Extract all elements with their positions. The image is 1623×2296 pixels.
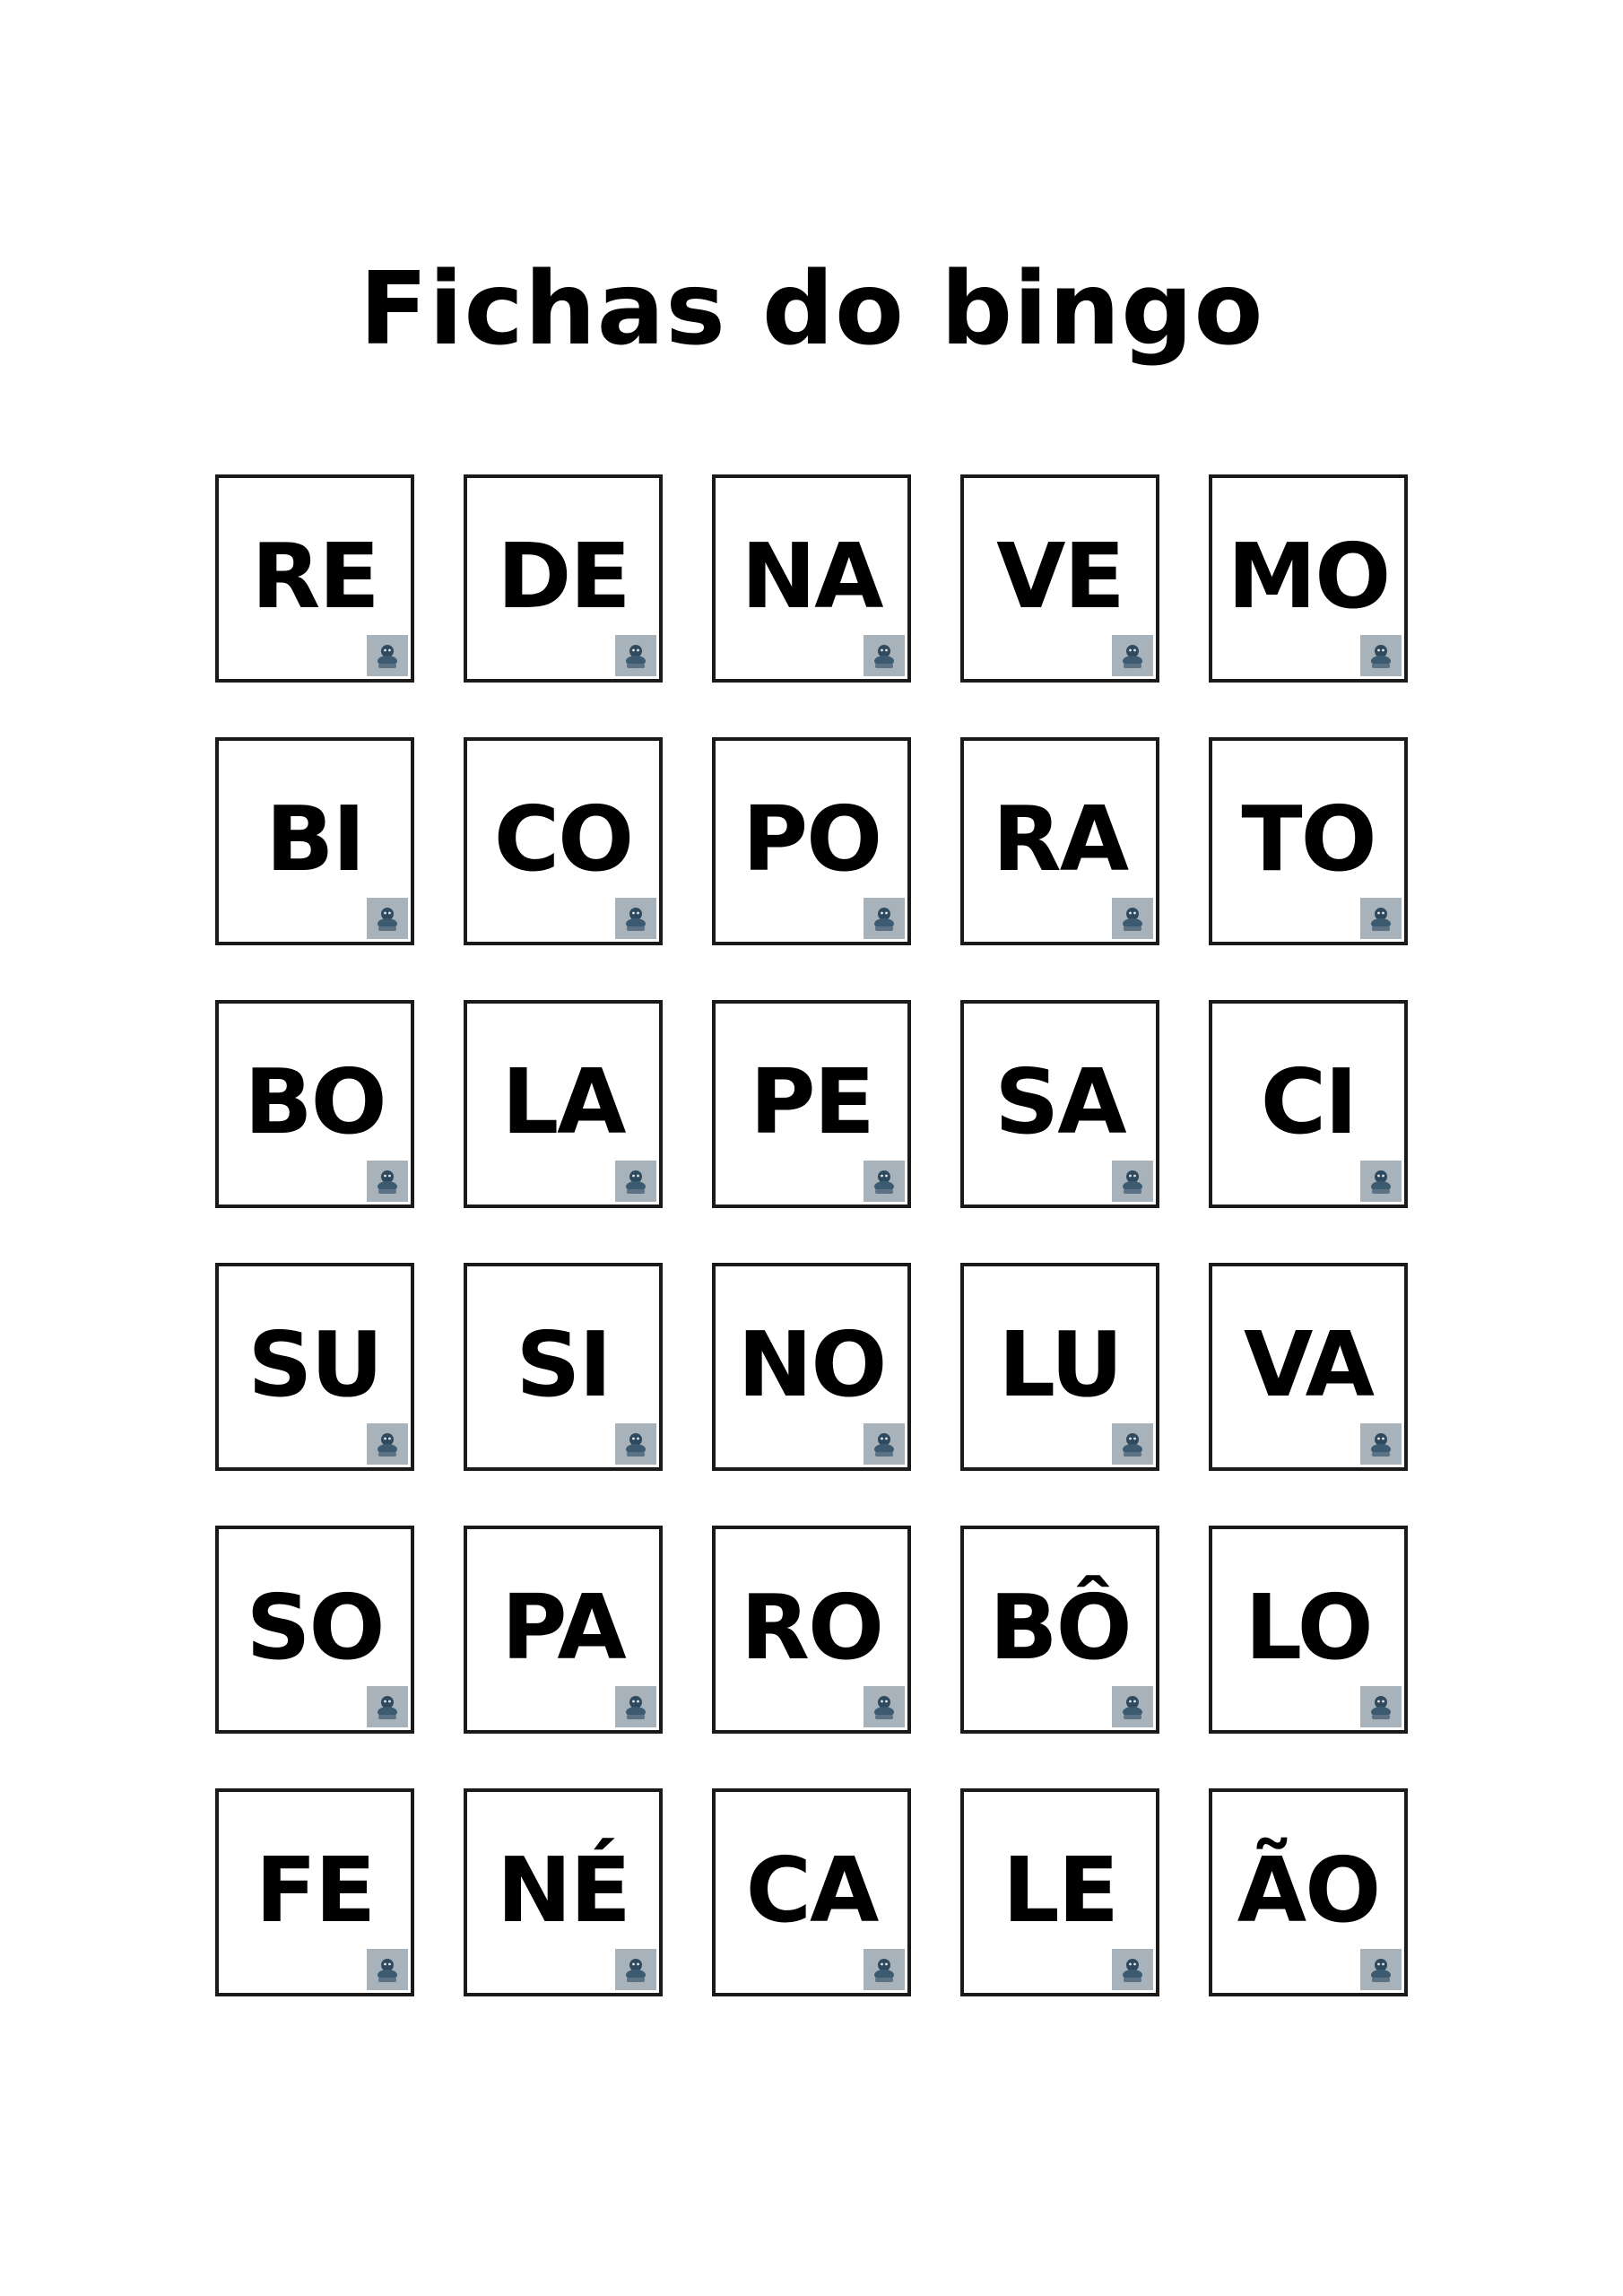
card-syllable: LE xyxy=(1002,1838,1118,1943)
logo-stamp-icon xyxy=(1112,635,1153,676)
card-syllable: NÉ xyxy=(496,1838,629,1943)
card-syllable: BO xyxy=(244,1049,386,1154)
card-syllable: CI xyxy=(1260,1049,1357,1154)
logo-stamp-icon xyxy=(1112,1949,1153,1990)
card-syllable: TO xyxy=(1241,787,1376,891)
card-syllable: LA xyxy=(501,1049,625,1154)
bingo-card-16 xyxy=(215,1263,414,1471)
bingo-card-8 xyxy=(712,737,911,945)
bingo-card-7 xyxy=(464,737,663,945)
logo-stamp-icon xyxy=(615,1686,656,1727)
card-syllable: BÔ xyxy=(989,1575,1131,1680)
logo-stamp-icon xyxy=(1360,1949,1402,1990)
card-syllable: PO xyxy=(742,787,881,891)
logo-stamp-icon xyxy=(615,635,656,676)
bingo-card-24 xyxy=(960,1526,1159,1734)
card-syllable: BI xyxy=(265,787,364,891)
card-syllable: ÃO xyxy=(1237,1838,1380,1943)
logo-stamp-icon xyxy=(1360,635,1402,676)
logo-stamp-icon xyxy=(615,1423,656,1465)
bingo-card-9 xyxy=(960,737,1159,945)
card-syllable: LU xyxy=(998,1312,1122,1417)
bingo-card-27 xyxy=(464,1788,663,1996)
logo-stamp-icon xyxy=(1112,1423,1153,1465)
logo-stamp-icon xyxy=(1360,1423,1402,1465)
bingo-card-13 xyxy=(712,1000,911,1208)
logo-stamp-icon xyxy=(864,635,905,676)
card-syllable: LO xyxy=(1245,1575,1372,1680)
bingo-card-2 xyxy=(464,474,663,683)
bingo-card-15 xyxy=(1209,1000,1408,1208)
bingo-card-22 xyxy=(464,1526,663,1734)
logo-stamp-icon xyxy=(1112,898,1153,939)
card-syllable: RO xyxy=(740,1575,882,1680)
logo-stamp-icon xyxy=(1112,1161,1153,1202)
bingo-card-5 xyxy=(1209,474,1408,683)
card-syllable: MO xyxy=(1227,524,1390,629)
card-syllable: SO xyxy=(246,1575,384,1680)
bingo-card-4 xyxy=(960,474,1159,683)
bingo-card-14 xyxy=(960,1000,1159,1208)
logo-stamp-icon xyxy=(1360,1161,1402,1202)
card-syllable: CA xyxy=(745,1838,878,1943)
bingo-card-21 xyxy=(215,1526,414,1734)
bingo-card-19 xyxy=(960,1263,1159,1471)
card-syllable: NA xyxy=(741,524,882,629)
logo-stamp-icon xyxy=(864,1686,905,1727)
card-syllable: SA xyxy=(994,1049,1125,1154)
bingo-card-28 xyxy=(712,1788,911,1996)
card-syllable: SI xyxy=(516,1312,611,1417)
logo-stamp-icon xyxy=(864,1949,905,1990)
bingo-card-29 xyxy=(960,1788,1159,1996)
card-syllable: FE xyxy=(255,1838,375,1943)
card-syllable: CO xyxy=(493,787,633,891)
bingo-card-17 xyxy=(464,1263,663,1471)
bingo-card-20 xyxy=(1209,1263,1408,1471)
logo-stamp-icon xyxy=(367,1161,408,1202)
logo-stamp-icon xyxy=(615,1161,656,1202)
bingo-card-23 xyxy=(712,1526,911,1734)
bingo-card-26 xyxy=(215,1788,414,1996)
logo-stamp-icon xyxy=(615,1949,656,1990)
card-syllable: RA xyxy=(992,787,1128,891)
card-syllable: SU xyxy=(247,1312,382,1417)
card-syllable: DE xyxy=(497,524,629,629)
card-syllable: NO xyxy=(737,1312,886,1417)
card-syllable: VA xyxy=(1244,1312,1373,1417)
card-syllable: RE xyxy=(251,524,378,629)
logo-stamp-icon xyxy=(864,1161,905,1202)
logo-stamp-icon xyxy=(864,898,905,939)
bingo-card-6 xyxy=(215,737,414,945)
bingo-card-11 xyxy=(215,1000,414,1208)
bingo-card-3 xyxy=(712,474,911,683)
logo-stamp-icon xyxy=(367,1949,408,1990)
logo-stamp-icon xyxy=(1360,1686,1402,1727)
logo-stamp-icon xyxy=(367,898,408,939)
bingo-card-18 xyxy=(712,1263,911,1471)
bingo-card-30 xyxy=(1209,1788,1408,1996)
bingo-card-1 xyxy=(215,474,414,683)
card-syllable: PE xyxy=(750,1049,873,1154)
logo-stamp-icon xyxy=(1112,1686,1153,1727)
logo-stamp-icon xyxy=(367,635,408,676)
bingo-card-12 xyxy=(464,1000,663,1208)
card-syllable: PA xyxy=(501,1575,625,1680)
logo-stamp-icon xyxy=(367,1423,408,1465)
page-title: Fichas do bingo xyxy=(359,251,1264,368)
logo-stamp-icon xyxy=(367,1686,408,1727)
logo-stamp-icon xyxy=(864,1423,905,1465)
logo-stamp-icon xyxy=(1360,898,1402,939)
logo-stamp-icon xyxy=(615,898,656,939)
bingo-card-25 xyxy=(1209,1526,1408,1734)
bingo-card-10 xyxy=(1209,737,1408,945)
card-syllable: VE xyxy=(996,524,1124,629)
bingo-card-grid xyxy=(215,474,1408,1996)
